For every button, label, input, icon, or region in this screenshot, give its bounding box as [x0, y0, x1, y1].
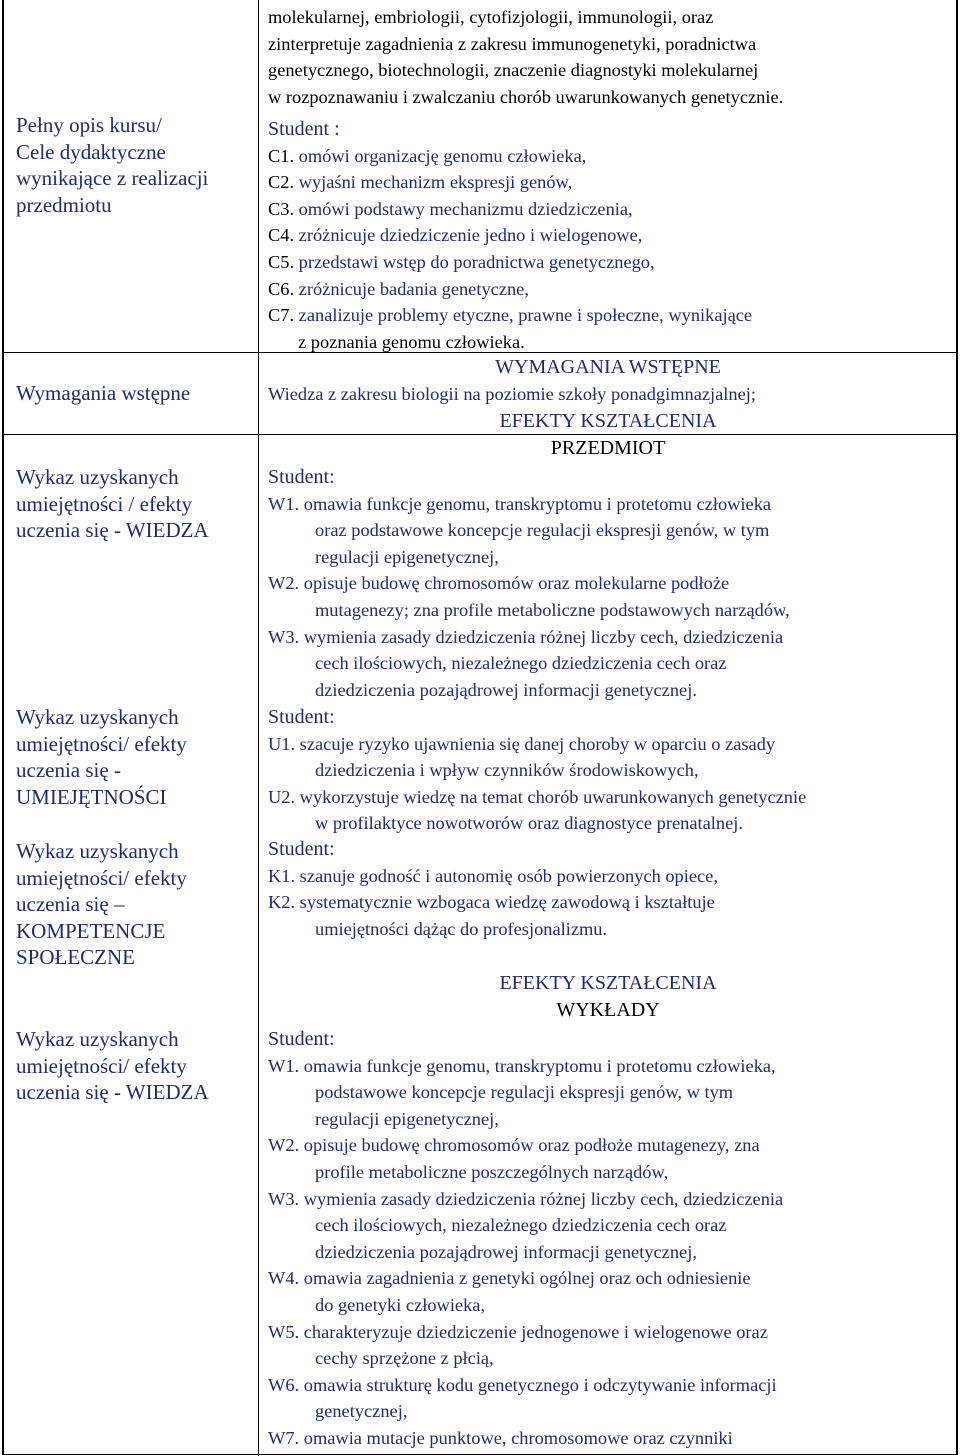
goal-item: C3. omówi podstawy mechanizmu dziedziczenia, — [268, 198, 633, 219]
prereq-heading: WYMAGANIA WSTĘPNE — [495, 356, 721, 378]
prereq-text: Wiedza z zakresu biologii na poziomie szkoły ponadgimnazjalnej; — [268, 383, 756, 404]
competences-label: Wykaz uzyskanych umiejętności/ efekty uczenia się – KOMPETENCJE SPOŁECZNE — [16, 839, 187, 969]
list-item-cont: do genetyki człowieka, — [315, 1294, 486, 1315]
lectures-heading-1: EFEKTY KSZTAŁCENIA — [499, 972, 717, 994]
list-item-cont: cech ilościowych, niezależnego dziedziczenia cech oraz — [315, 1215, 727, 1236]
student-label: Student : — [268, 118, 340, 140]
student-label: Student: — [268, 838, 335, 860]
student-label: Student: — [268, 1028, 335, 1050]
list-item-cont: podstawowe koncepcje regulacji ekspresji genów, w tym — [315, 1082, 734, 1103]
competences-content — [268, 836, 948, 942]
list-item-cont: dziedziczenia pozajądrowej informacji genetycznej, — [315, 1241, 697, 1262]
list-item: K2. systematycznie wzbogaca wiedzę zawodową i kształtuje — [268, 892, 715, 913]
text-line: zinterpretuje zagadnienia z zakresu immunogenetyki, poradnictwa — [268, 33, 757, 54]
list-item: W1. omawia funkcje genomu, transkryptomu i protetomu człowieka, — [268, 1055, 776, 1076]
list-item-cont: regulacji epigenetycznej, — [315, 546, 499, 567]
list-item-cont: w profilaktyce nowotworów oraz diagnostyce prenatalnej. — [315, 813, 743, 834]
list-item: W4. omawia zagadnienia z genetyki ogólnej oraz och odniesienie — [268, 1268, 751, 1289]
student-label: Student: — [268, 706, 335, 728]
list-item-cont: cechy sprzężone z płcią, — [315, 1348, 494, 1369]
list-item: W6. omawia strukturę kodu genetycznego i odczytywanie informacji — [268, 1374, 777, 1395]
list-item-cont: genetycznej, — [315, 1401, 408, 1422]
list-item-cont: dziedziczenia pozajądrowej informacji genetycznej. — [315, 679, 697, 700]
list-item-cont: oraz podstawowe koncepcje regulacji ekspresji genów, w tym — [315, 520, 770, 541]
list-item-cont: profile metaboliczne poszczególnych narządów, — [315, 1161, 669, 1182]
goals-label: Pełny opis kursu/ Cele dydaktyczne wynikające z realizacji przedmiotu — [16, 113, 209, 217]
lectures-label: Wykaz uzyskanych umiejętności/ efekty uczenia się - WIEDZA — [16, 1027, 209, 1104]
goal-item: C7. zanalizuje problemy etyczne, prawne i społeczne, wynikające — [268, 305, 753, 326]
text-line: genetycznego, biotechnologii, znaczenie diagnostyki molekularnej — [268, 60, 759, 81]
column-divider — [258, 0, 259, 1456]
list-item: W3. wymienia zasady dziedziczenia różnej liczby cech, dziedziczenia — [268, 1188, 784, 1209]
list-item-cont: mutagenezy; zna profile metaboliczne podstawowych narządów, — [315, 599, 790, 620]
list-item: W7. omawia mutacje punktowe, chromosomowe oraz czynniki — [268, 1427, 733, 1448]
knowledge-label: Wykaz uzyskanych umiejętności / efekty uczenia się - WIEDZA — [16, 465, 209, 542]
top-continuation — [268, 4, 948, 110]
list-item-cont: regulacji epigenetycznej, — [315, 1108, 499, 1129]
list-item: K1. szanuje godność i autonomię osób powierzonych opiece, — [268, 865, 718, 886]
prereq-label: Wymagania wstępne — [16, 381, 191, 405]
knowledge-heading-1: EFEKTY KSZTAŁCENIA — [499, 410, 717, 432]
skills-content — [268, 704, 948, 837]
knowledge-content — [268, 464, 948, 703]
list-item-cont: umiejętności dążąc do profesjonalizmu. — [315, 918, 608, 939]
goals-content — [268, 116, 948, 355]
goal-item: C4. zróżnicuje dziedziczenie jedno i wielogenowe, — [268, 225, 643, 246]
goal-item: C1. omówi organizację genomu człowieka, — [268, 145, 587, 166]
knowledge-heading-2: PRZEDMIOT — [550, 436, 666, 459]
goal-item-cont: z poznania genomu człowieka. — [298, 331, 525, 352]
knowledge-headings — [268, 408, 948, 461]
lectures-content — [268, 1026, 948, 1452]
goal-item: C2. wyjaśni mechanizm ekspresji genów, — [268, 172, 573, 193]
text-line: molekularnej, embriologii, cytofizjologii, immunologii, oraz — [268, 7, 714, 27]
list-item-cont: cech ilościowych, niezależnego dziedziczenia cech oraz — [315, 653, 727, 674]
list-item: W3. wymienia zasady dziedziczenia różnej liczby cech, dziedziczenia — [268, 626, 784, 647]
list-item: U1. szacuje ryzyko ujawnienia się danej choroby w oparciu o zasady — [268, 733, 776, 754]
list-item: W2. opisuje budowę chromosomów oraz podłoże mutagenezy, zna — [268, 1135, 760, 1156]
lectures-heading-2: WYKŁADY — [556, 998, 660, 1021]
list-item: U2. wykorzystuje wiedzę na temat chorób uwarunkowanych genetycznie — [268, 786, 807, 807]
lectures-headings — [268, 970, 948, 1023]
prereq-content — [268, 354, 948, 407]
list-item: W1. omawia funkcje genomu, transkryptomu i protetomu człowieka — [268, 493, 772, 514]
student-label: Student: — [268, 466, 335, 488]
text-line: w rozpoznawaniu i zwalczaniu chorób uwarunkowanych genetycznie. — [268, 86, 784, 107]
list-item-cont: dziedziczenia i wpływ czynników środowiskowych, — [315, 760, 699, 781]
list-item: W5. charakteryzuje dziedziczenie jednogenowe i wielogenowe oraz — [268, 1321, 768, 1342]
skills-label: Wykaz uzyskanych umiejętności/ efekty uczenia się - UMIEJĘTNOŚCI — [16, 705, 187, 809]
goal-item: C5. przedstawi wstęp do poradnictwa genetycznego, — [268, 251, 655, 272]
goal-item: C6. zróżnicuje badania genetyczne, — [268, 278, 529, 299]
list-item: W2. opisuje budowę chromosomów oraz molekularne podłoże — [268, 573, 730, 594]
